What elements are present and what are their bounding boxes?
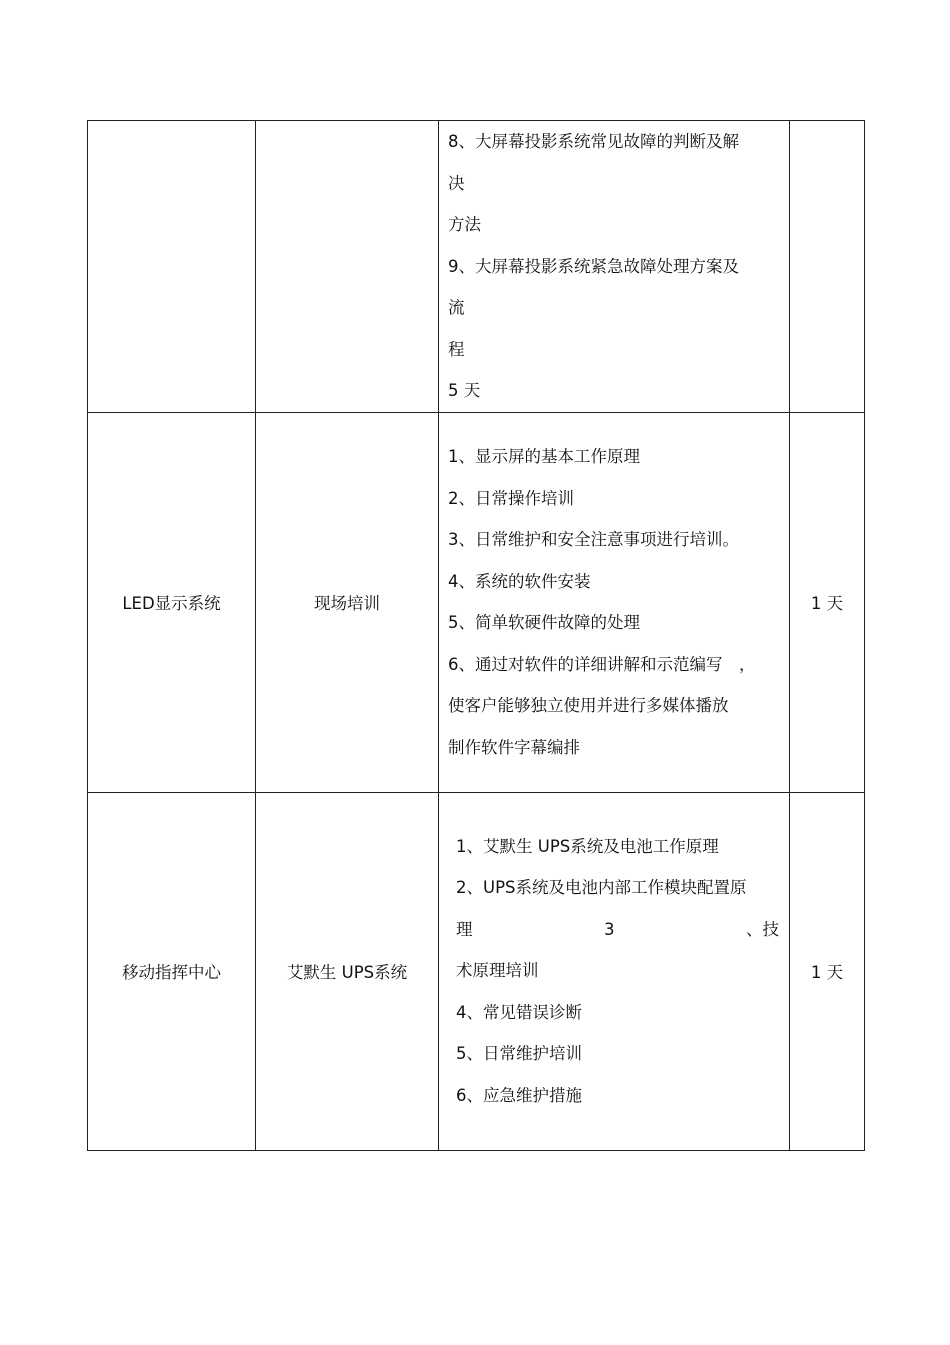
table-row (88, 412, 865, 792)
content-line: 5 天 (448, 381, 481, 400)
table-row (88, 792, 865, 1150)
content-line: 方法 (448, 215, 481, 234)
system-cell: 移动指挥中心 (88, 792, 256, 1150)
content-line: 2、UPS系统及电池内部工作模块配置原 (456, 878, 747, 898)
content-line: 5、简单软硬件故障的处理 (448, 613, 640, 632)
content-line: 6、通过对软件的详细讲解和示范编写 ， (448, 654, 756, 674)
content-line: 决 (448, 173, 465, 193)
content-line: 程 (448, 339, 465, 359)
content-line: 9、大屏幕投影系统紧急故障处理方案及 (448, 256, 739, 276)
content-cell (439, 121, 790, 413)
method-cell: 艾默生 UPS系统 (256, 792, 439, 1150)
content-fragment: 理 (456, 919, 473, 939)
content-line-justified (456, 909, 781, 951)
content-fragment: 3 (604, 919, 615, 939)
duration-cell: 1 天 (790, 792, 865, 1150)
content-line: 3、日常维护和安全注意事项进行培训。 (448, 530, 739, 549)
content-line: 4、系统的软件安装 (448, 571, 591, 591)
system-cell (88, 121, 256, 413)
content-line: 4、常见错误诊断 (456, 1002, 582, 1022)
content-line: 2、日常操作培训 (448, 488, 574, 508)
method-cell: 现场培训 (256, 412, 439, 792)
content-cell (439, 412, 790, 792)
content-line: 流 (448, 298, 465, 317)
content-line: 制作软件字幕编排 (448, 737, 580, 757)
duration-cell (790, 121, 865, 413)
system-cell: LED显示系统 (88, 412, 256, 792)
content-line: 1、艾默生 UPS系统及电池工作原理 (456, 836, 719, 856)
content-fragment: 、技 (746, 919, 779, 939)
training-table (87, 120, 865, 1151)
content-line: 术原理培训 (456, 961, 539, 981)
content-cell (439, 792, 790, 1150)
content-line: 1、显示屏的基本工作原理 (448, 447, 640, 466)
content-line: 6、应急维护措施 (456, 1085, 582, 1105)
method-cell (256, 121, 439, 413)
content-line: 5、日常维护培训 (456, 1044, 582, 1064)
content-line: 使客户能够独立使用并进行多媒体播放 (448, 696, 729, 715)
table-row (88, 121, 865, 413)
content-line: 8、大屏幕投影系统常见故障的判断及解 (448, 132, 739, 151)
duration-cell: 1 天 (790, 412, 865, 792)
